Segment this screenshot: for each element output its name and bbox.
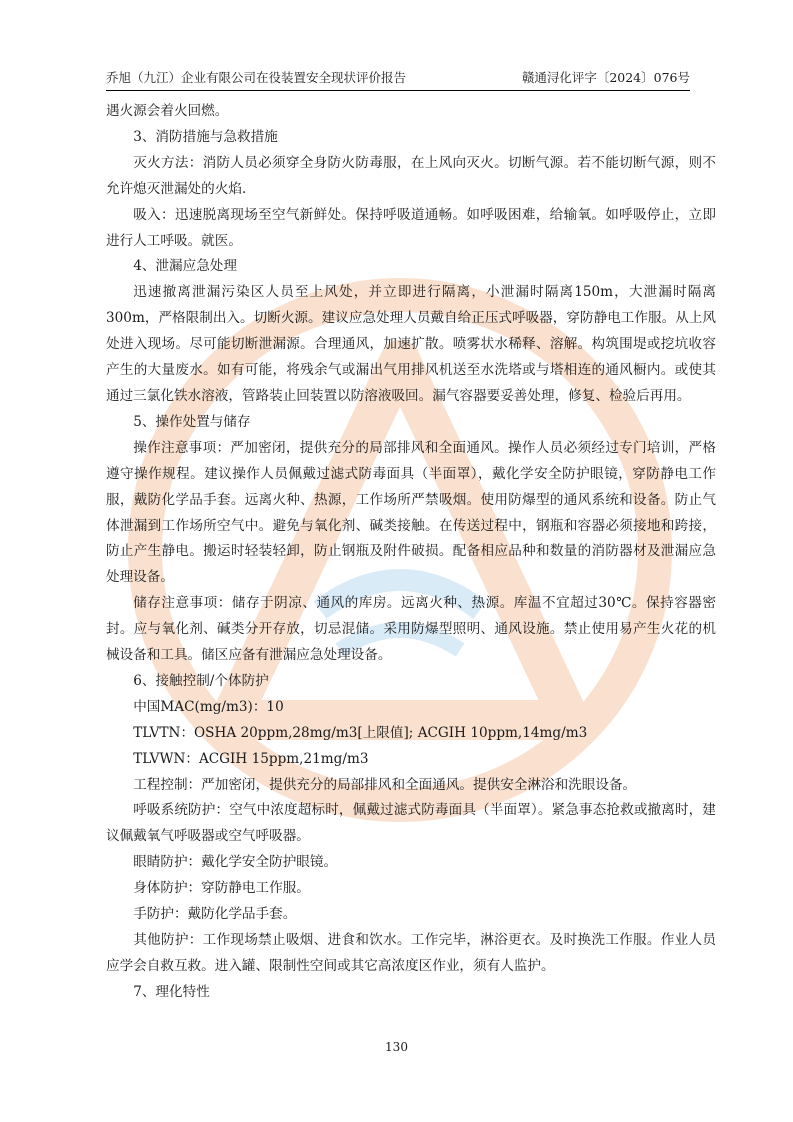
paragraph: 4、泄漏应急处理 — [133, 258, 237, 275]
paragraph: 7、理化特性 — [133, 983, 210, 1000]
paragraph: 吸入：迅速脱离现场至空气新鲜处。保持呼吸道通畅。如呼吸困难，给输氧。如呼吸停止，立即进行人工呼吸。就医。 — [106, 206, 716, 249]
paragraph: 灭火方法：消防人员必须穿全身防火防毒服，在上风向灭火。切断气源。若不能切断气源，则不允许熄灭泄漏处的火焰. — [106, 154, 716, 197]
paragraph: 身体防护：穿防静电工作服。 — [133, 880, 310, 897]
page-header — [106, 68, 690, 91]
paragraph: 迅速撤离泄漏污染区人员至上风处，并立即进行隔离，小泄漏时隔离150m，大泄漏时隔离300m，严格限制出入。切断火源。建议应急处理人员戴自给正压式呼吸器，穿防静电工作服。从上风处进入现场。尽可能切断泄漏源。合理通风，加速扩散。喷雾状水稀释、溶解。构筑围堤或挖坑收容产生的大量废水。如有可能，将残余气或漏出气用排风机送至水洗塔或与塔相连的通风橱内。或使其通过三氯化铁水溶液，管路装止回装置以防溶液吸回。漏气容器要妥善处理，修复、检验后再用。 — [106, 284, 716, 404]
paragraph: 操作注意事项：严加密闭，提供充分的局部排风和全面通风。操作人员必须经过专门培训，严格遵守操作规程。建议操作人员佩戴过滤式防毒面具（半面罩），戴化学安全防护眼镜，穿防静电工作服，戴防化学品手套。远离火种、热源，工作场所严禁吸烟。使用防爆型的通风系统和设备。防止气体泄漏到工作场所空气中。避免与氧化剂、碱类接触。在传送过程中，钢瓶和容器必须接地和跨接，防止产生静电。搬运时轻装轻卸，防止钢瓶及附件破损。配备相应品种和数量的消防器材及泄漏应急处理设备。 — [106, 439, 716, 586]
document-body — [106, 99, 716, 1006]
paragraph: 工程控制：严加密闭，提供充分的局部排风和全面通风。提供安全淋浴和洗眼设备。 — [133, 776, 637, 793]
paragraph: 眼睛防护：戴化学安全防护眼镜。 — [133, 854, 338, 871]
paragraph: 3、消防措施与急救措施 — [133, 128, 278, 145]
paragraph: 5、操作处置与储存 — [133, 413, 251, 430]
paragraph: TLVTN：OSHA 20ppm,28mg/m3[上限值]; ACGIH 10ppm,14mg/m3 — [133, 724, 588, 741]
paragraph: 储存注意事项：储存于阴凉、通风的库房。远离火种、热源。库温不宜超过30℃。保持容器密封。应与氧化剂、碱类分开存放，切忌混储。采用防爆型照明、通风设施。禁止使用易产生火花的机械设备和工具。储区应备有泄漏应急处理设备。 — [106, 595, 716, 664]
paragraph: TLVWN：ACGIH 15ppm,21mg/m3 — [133, 750, 369, 767]
paragraph: 呼吸系统防护：空气中浓度超标时，佩戴过滤式防毒面具（半面罩）。紧急事态抢救或撤离时，建议佩戴氧气呼吸器或空气呼吸器。 — [106, 802, 716, 845]
paragraph: 中国MAC(mg/m3)：10 — [133, 698, 284, 715]
paragraph: 手防护：戴防化学品手套。 — [133, 906, 297, 923]
header-report-title: 乔旭（九江）企业有限公司在役装置安全现状评价报告 — [106, 70, 407, 85]
header-report-number: 赣通浔化评字〔2024〕076号 — [521, 70, 690, 85]
paragraph: 6、接触控制/个体防护 — [133, 672, 269, 689]
paragraph: 遇火源会着火回燃。 — [106, 103, 229, 119]
paragraph: 其他防护：工作现场禁止吸烟、进食和饮水。工作完毕，淋浴更衣。及时换洗工作服。作业人员应学会自救互救。进入罐、限制性空间或其它高浓度区作业，须有人监护。 — [106, 932, 716, 974]
page-number: 130 — [385, 1040, 408, 1054]
